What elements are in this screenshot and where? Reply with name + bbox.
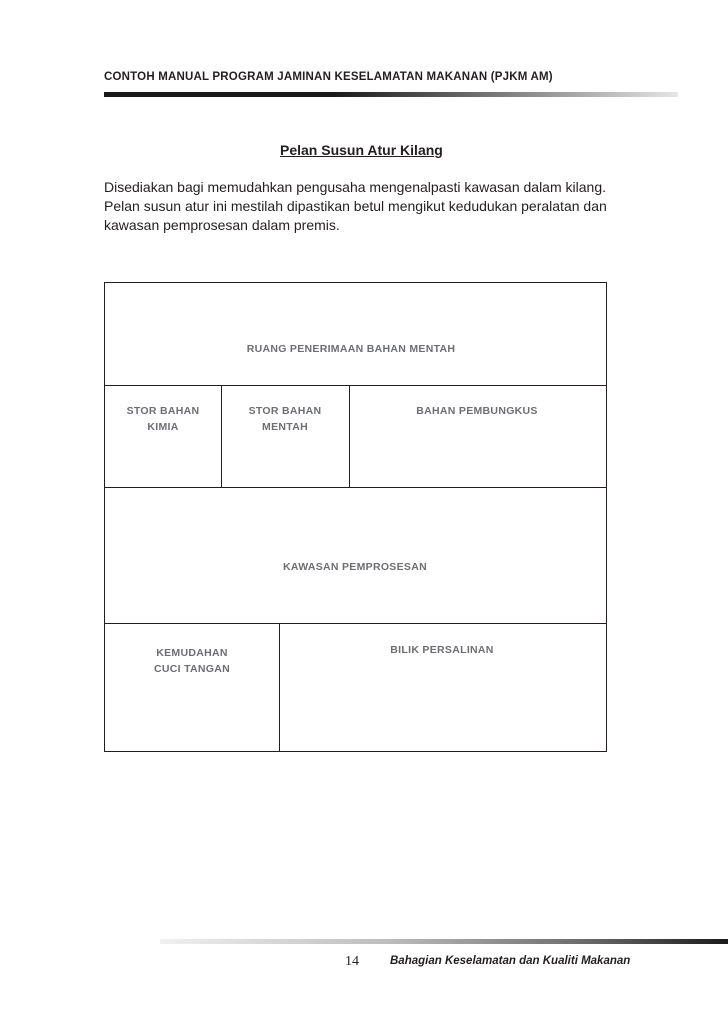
- plan-divider: [105, 487, 606, 488]
- room-label-line: STOR BAHAN: [248, 405, 322, 417]
- plan-divider: [105, 623, 606, 624]
- intro-line: Disediakan bagi memudahkan pengusaha mengenalpasti kawasan dalam kilang.: [104, 179, 606, 195]
- plan-divider: [105, 385, 606, 386]
- header-divider: [104, 92, 678, 97]
- page-number: 14: [345, 954, 359, 969]
- document-header-title: CONTOH MANUAL PROGRAM JAMINAN KESELAMATAN MAKANAN (PJKM AM): [104, 71, 553, 83]
- room-chemical-store: [105, 403, 221, 435]
- plan-divider: [349, 385, 350, 487]
- footer-text: Bahagian Keselamatan dan Kualiti Makanan: [390, 955, 631, 967]
- section-title: Pelan Susun Atur Kilang: [280, 142, 443, 158]
- footer-divider: [160, 939, 728, 944]
- room-raw-store: [221, 403, 349, 435]
- room-label-line: KIMIA: [147, 421, 179, 433]
- plan-divider: [221, 385, 222, 487]
- room-changing: BILIK PERSALINAN: [390, 644, 494, 656]
- room-packaging-store: BAHAN PEMBUNGKUS: [416, 405, 538, 417]
- room-processing-area: KAWASAN PEMPROSESAN: [283, 561, 427, 573]
- room-label-line: CUCI TANGAN: [153, 663, 230, 675]
- room-label-line: MENTAH: [262, 421, 308, 433]
- room-handwash: [105, 645, 279, 677]
- factory-floor-plan: [104, 282, 607, 752]
- room-receiving: RUANG PENERIMAAN BAHAN MENTAH: [246, 343, 456, 355]
- intro-paragraph: [104, 178, 644, 235]
- room-label-line: STOR BAHAN: [126, 405, 200, 417]
- intro-line: kawasan pemprosesan dalam premis.: [104, 217, 340, 233]
- room-label-line: KEMUDAHAN: [156, 647, 228, 659]
- intro-line: Pelan susun atur ini mestilah dipastikan betul mengikut kedudukan peralatan dan: [104, 198, 607, 214]
